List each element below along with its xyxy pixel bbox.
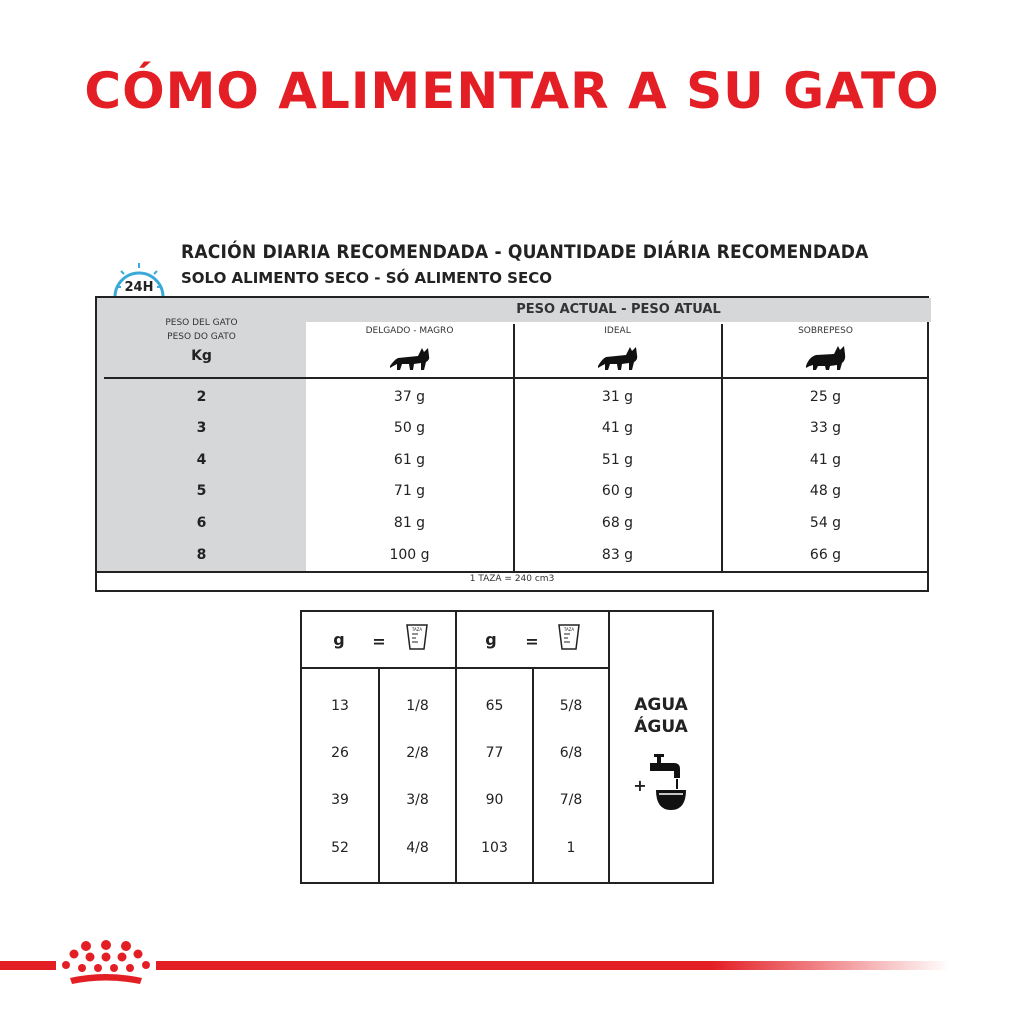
weight-cell: 5: [196, 483, 207, 499]
value-cell: 100 g: [389, 547, 430, 563]
heading-line2: SOLO ALIMENTO SECO - SÓ ALIMENTO SECO: [181, 269, 552, 287]
agua-pt: ÁGUA: [634, 717, 688, 737]
value-cell: 54 g: [809, 515, 842, 531]
conv-cup-cell: 2/8: [406, 745, 429, 761]
weight-cell: 8: [196, 547, 207, 563]
conv-header-g: g: [333, 630, 345, 649]
measuring-cup-icon: [556, 622, 582, 652]
conv-grams-cell: 77: [485, 745, 504, 761]
conv-grams-cell: 65: [485, 698, 504, 714]
measuring-cup-icon: [404, 622, 430, 652]
conv-grams-cell: 52: [331, 840, 349, 856]
value-cell: 71 g: [393, 483, 426, 499]
conv-grams-cell: 39: [331, 792, 349, 808]
royal-crown-logo: [60, 940, 152, 992]
weight-label-es: PESO DEL GATO: [165, 318, 238, 328]
value-cell: 68 g: [601, 515, 634, 531]
value-cell: 81 g: [393, 515, 426, 531]
cat-thin-icon: [388, 342, 432, 372]
cup-footnote: 1 TAZA = 240 cm3: [469, 574, 555, 584]
conv-cup-cell: 5/8: [559, 698, 583, 714]
agua-es: AGUA: [634, 695, 688, 715]
conv-header-eq: =: [525, 632, 539, 651]
conv-cup-cell: 3/8: [406, 792, 429, 808]
conv-cup-cell: 7/8: [559, 792, 583, 808]
agua-label: [610, 694, 712, 738]
weight-cell: 4: [196, 452, 207, 468]
peso-actual-header: PESO ACTUAL - PESO ATUAL: [516, 302, 721, 317]
col-divider-2: [721, 324, 723, 572]
page-title: CÓMO ALIMENTAR A SU GATO: [84, 62, 940, 120]
ration-table: [95, 296, 929, 592]
col-header-thin: DELGADO - MAGRO: [365, 326, 454, 336]
clock-label: 24H: [124, 280, 154, 295]
conv-header-eq: =: [372, 632, 386, 651]
value-cell: 37 g: [393, 389, 426, 405]
value-cell: 48 g: [809, 483, 842, 499]
value-cell: 50 g: [393, 420, 426, 436]
conv-header-g: g: [485, 630, 497, 649]
value-cell: 60 g: [601, 483, 634, 499]
conv-grams-cell: 13: [331, 698, 349, 714]
value-cell: 83 g: [601, 547, 634, 563]
header-divider: [104, 377, 927, 379]
value-cell: 51 g: [601, 452, 634, 468]
value-cell: 61 g: [393, 452, 426, 468]
footer-divider: [97, 571, 927, 573]
value-cell: 25 g: [809, 389, 842, 405]
heading-line1: RACIÓN DIARIA RECOMENDADA - QUANTIDADE DIÁRIA RECOMENDADA: [181, 241, 869, 263]
conv-grams-cell: 90: [485, 792, 504, 808]
conv-cup-cell: 1/8: [406, 698, 429, 714]
plus-sign: +: [633, 776, 647, 795]
cat-ideal-icon: [596, 342, 640, 372]
conv-agua-divider: [608, 612, 610, 884]
col-header-overweight: SOBREPESO: [798, 326, 853, 336]
water-tap-bowl-icon: [630, 752, 690, 812]
conversion-table: [300, 610, 714, 884]
weight-label-pt: PESO DO GATO: [167, 332, 236, 342]
weight-cell: 3: [196, 420, 207, 436]
conv-cup-cell: 1: [566, 840, 576, 856]
conv-cup-cell: 6/8: [559, 745, 583, 761]
cup-label: TAZA: [563, 627, 575, 632]
weight-cell: 6: [196, 515, 207, 531]
conv-cup-cell: 4/8: [406, 840, 429, 856]
col-divider-1: [513, 324, 515, 572]
value-cell: 41 g: [809, 452, 842, 468]
footer-line-right: [156, 961, 950, 970]
cup-label: TAZA: [411, 627, 423, 632]
value-cell: 66 g: [809, 547, 842, 563]
cat-overweight-icon: [804, 342, 848, 372]
weight-cell: 2: [196, 389, 207, 405]
value-cell: 41 g: [601, 420, 634, 436]
conv-grams-cell: 103: [481, 840, 508, 856]
footer-line-left: [0, 961, 56, 970]
col-header-ideal: IDEAL: [604, 326, 631, 336]
value-cell: 31 g: [601, 389, 634, 405]
value-cell: 33 g: [809, 420, 842, 436]
conv-grams-cell: 26: [331, 745, 349, 761]
weight-unit: Kg: [191, 348, 212, 364]
